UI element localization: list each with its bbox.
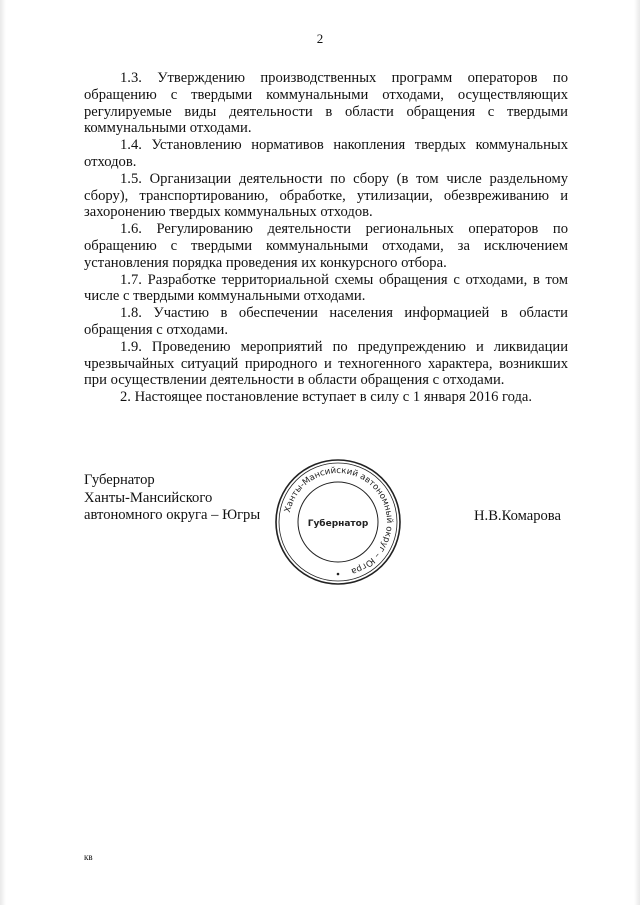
document-body	[84, 70, 568, 406]
paragraph-1-8: 1.8. Участию в обеспечении населения информацией в области обращения с отходами.	[84, 305, 568, 338]
paragraph-1-7: 1.7. Разработке территориальной схемы обращения с отходами, в том числе с твердыми коммунальными отходами.	[84, 271, 568, 305]
paragraph-1-6: 1.6. Регулированию деятельности региональных операторов по обращению с твердыми коммунальными отходами, за исключением установления порядка проведения их конкурсного отбора.	[84, 221, 568, 271]
signature-title-block	[84, 472, 260, 525]
seal-center-text: Губернатор	[307, 519, 369, 529]
signature-title-line-2: Ханты-Мансийского	[84, 489, 213, 506]
seal-dot	[337, 573, 340, 576]
paragraph-1-3: 1.3. Утверждению производственных программ операторов по обращению с твердыми коммунальными отходами, осуществляющих регулируемые виды деятельности в области обращения с твердыми коммунальными отходами.	[84, 70, 568, 137]
paragraph-1-5: 1.5. Организации деятельности по сбору (в том числе раздельному сбору), транспортированию, обработке, утилизации, обезвреживанию и захоронению твердых коммунальных отходов.	[84, 170, 568, 221]
signature-title-line-3: автономного округа – Югры	[84, 507, 261, 523]
paragraph-2: 2. Настоящее постановление вступает в силу с 1 января 2016 года.	[120, 389, 533, 406]
paragraph-1-4: 1.4. Установлению нормативов накопления твердых коммунальных отходов.	[84, 137, 568, 170]
seal-ring-text: Ханты-Мансийский автономный округ – Югра	[282, 465, 395, 577]
scan-edge-left	[0, 0, 6, 905]
paragraph-1-9: 1.9. Проведению мероприятий по предупреждению и ликвидации чрезвычайных ситуаций природного и техногенного характера, возникших при осуществлении деятельности в области обращения с отходами.	[84, 338, 568, 389]
scan-edge-right	[634, 0, 640, 905]
footer-mark: кв	[84, 852, 93, 862]
official-seal	[273, 457, 403, 587]
signature-title-line-1: Губернатор	[84, 472, 155, 488]
page-number: 2	[316, 31, 324, 46]
signer-name: Н.В.Комарова	[474, 508, 561, 524]
